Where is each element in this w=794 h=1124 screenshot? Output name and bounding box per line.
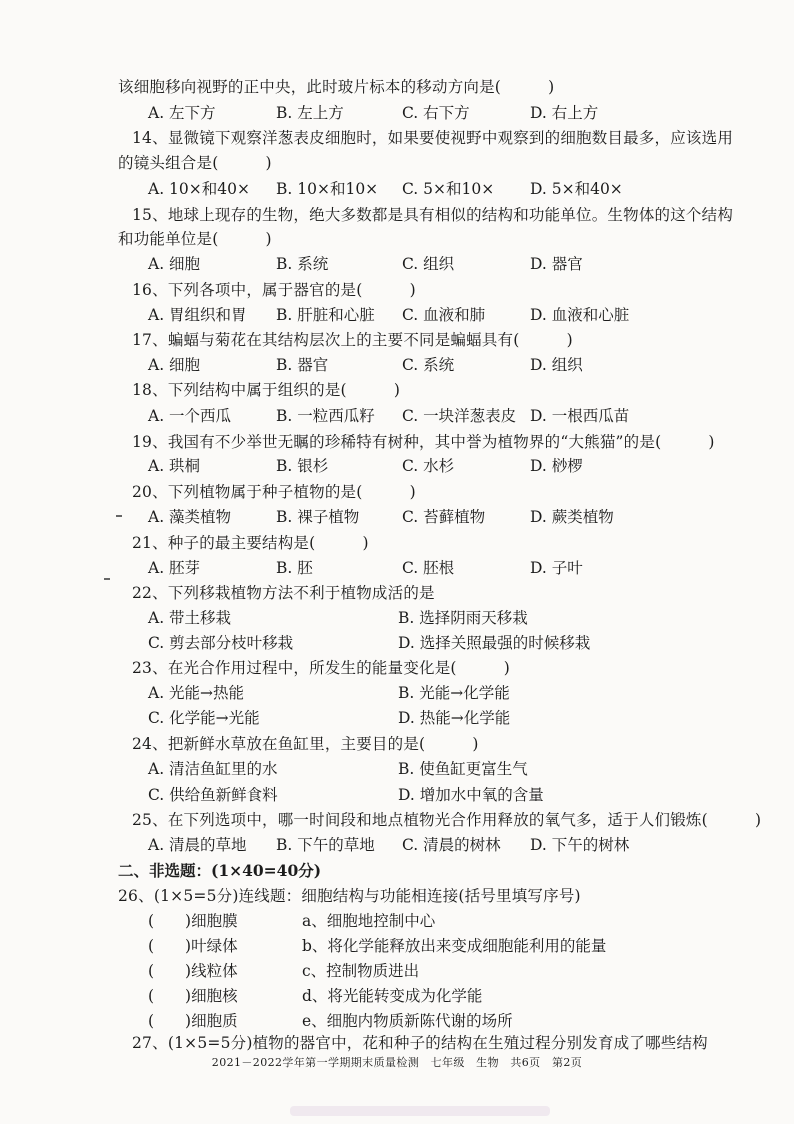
q27-stem-text: 27、(1×5=5分)植物的器官中，花和种子的结构在生殖过程分别发育成了哪些结构: [132, 1034, 708, 1052]
q14-option-b: B. 10×和10×: [276, 180, 379, 198]
q21-option-a: A. 胚芽: [148, 559, 201, 577]
q21-stem-text: 21、种子的最主要结构是( ): [132, 534, 369, 552]
q19-stem: [0, 429, 794, 455]
section2-heading: [0, 858, 794, 884]
q26-right-c: c、控制物质进出: [302, 962, 420, 980]
q15-option-d: D. 器官: [530, 255, 583, 273]
q26-pair-3: [0, 958, 794, 984]
q20-option-b: B. 裸子植物: [276, 508, 360, 526]
q25-stem-text: 25、在下列选项中，哪一时间段和地点植物光合作用释放的氧气多，适于人们锻炼( ): [132, 811, 762, 829]
q13-option-a: A. 左下方: [148, 104, 216, 122]
q21-stem: [0, 530, 794, 556]
q15-option-c: C. 组织: [402, 255, 455, 273]
q16-option-c: C. 血液和肺: [402, 306, 486, 324]
q17-option-a: A. 细胞: [148, 356, 201, 374]
q21-options: [0, 555, 794, 581]
scan-speck: [116, 515, 122, 517]
q26-stem-text: 26、(1×5=5分)连线题：细胞结构与功能相连接(括号里填写序号): [118, 887, 581, 905]
q25-option-b: B. 下午的草地: [276, 836, 375, 854]
q24-option-a: A. 清洁鱼缸里的水: [148, 760, 278, 778]
q19-option-b: B. 银杉: [276, 457, 329, 475]
q25-option-a: A. 清晨的草地: [148, 836, 247, 854]
q23-stem: [0, 655, 794, 681]
q20-stem: [0, 479, 794, 505]
q25-stem: [0, 807, 794, 833]
q23-option-d: D. 热能→化学能: [398, 709, 511, 727]
q26-left-3: ( )线粒体: [148, 962, 238, 980]
q17-option-b: B. 器官: [276, 356, 329, 374]
q16-option-d: D. 血液和心脏: [530, 306, 630, 324]
q23-stem-text: 23、在光合作用过程中，所发生的能量变化是( ): [132, 659, 511, 677]
q13-option-c: C. 右下方: [402, 104, 470, 122]
q14-stem-line1: 14、显微镜下观察洋葱表皮细胞时，如果要使视野中观察到的细胞数目最多，应该选用: [132, 129, 734, 147]
q26-left-1: ( )细胞膜: [148, 912, 238, 930]
q23-option-c: C. 化学能→光能: [148, 709, 260, 727]
q22-stem: [0, 580, 794, 606]
page-footer: 2021－2022学年第一学期期末质量检测 七年级 生物 共6页 第2页: [211, 1056, 583, 1069]
q13-option-b: B. 左上方: [276, 104, 344, 122]
q23-options-row1: [0, 680, 794, 706]
q24-option-b: B. 使鱼缸更富生气: [398, 760, 528, 778]
q24-option-c: C. 供给鱼新鲜食料: [148, 786, 278, 804]
q15-options: [0, 251, 794, 277]
q20-option-c: C. 苔藓植物: [402, 508, 486, 526]
q21-option-c: C. 胚根: [402, 559, 455, 577]
q25-options: [0, 832, 794, 858]
q15-stem-line1: 15、地球上现存的生物，绝大多数都是具有相似的结构和功能单位。生物体的这个结构: [132, 206, 734, 224]
q15-option-b: B. 系统: [276, 255, 329, 273]
q22-stem-text: 22、下列移栽植物方法不利于植物成活的是: [132, 584, 435, 602]
q24-stem: [0, 731, 794, 757]
q20-stem-text: 20、下列植物属于种子植物的是( ): [132, 483, 416, 501]
q22-option-c: C. 剪去部分枝叶移栽: [148, 634, 294, 652]
q17-options: [0, 352, 794, 378]
q19-options: [0, 453, 794, 479]
q20-option-d: D. 蕨类植物: [530, 508, 614, 526]
q18-stem: [0, 377, 794, 403]
q22-option-d: D. 选择关照最强的时候移栽: [398, 634, 591, 652]
q14-options: [0, 176, 794, 202]
q20-options: [0, 504, 794, 530]
q22-options-row1: [0, 605, 794, 631]
q14-stem-2: [0, 150, 794, 176]
q24-option-d: D. 增加水中氧的含量: [398, 786, 544, 804]
q26-left-4: ( )细胞核: [148, 987, 238, 1005]
q22-option-a: A. 带土移栽: [148, 609, 232, 627]
q18-option-c: C. 一块洋葱表皮: [402, 407, 517, 425]
q17-option-d: D. 组织: [530, 356, 583, 374]
q15-stem-line2: 和功能单位是( ): [118, 230, 272, 248]
q19-option-a: A. 珙桐: [148, 457, 201, 475]
q24-options-row1: [0, 756, 794, 782]
q17-option-c: C. 系统: [402, 356, 455, 374]
q16-option-a: A. 胃组织和胃: [148, 306, 247, 324]
q23-option-a: A. 光能→热能: [148, 684, 245, 702]
q23-option-b: B. 光能→化学能: [398, 684, 510, 702]
q26-pair-2: [0, 933, 794, 959]
q16-stem-text: 16、下列各项中，属于器官的是( ): [132, 281, 416, 299]
q16-options: [0, 302, 794, 328]
q20-option-a: A. 藻类植物: [148, 508, 232, 526]
q19-stem-text: 19、我国有不少举世无瞩的珍稀特有树种，其中誉为植物界的“大熊猫”的是( ): [132, 433, 715, 451]
q19-option-d: D. 桫椤: [530, 457, 583, 475]
q13-stem-text: 该细胞移向视野的正中央，此时玻片标本的移动方向是( ): [118, 78, 555, 96]
q15-stem-1: [0, 202, 794, 228]
q25-option-c: C. 清晨的树林: [402, 836, 501, 854]
q26-left-2: ( )叶绿体: [148, 937, 238, 955]
q16-option-b: B. 肝脏和心脏: [276, 306, 375, 324]
q26-pair-4: [0, 983, 794, 1009]
q26-right-a: a、细胞地控制中心: [302, 912, 436, 930]
q18-option-b: B. 一粒西瓜籽: [276, 407, 375, 425]
q18-options: [0, 403, 794, 429]
q26-pair-1: [0, 908, 794, 934]
q13-stem: [0, 74, 794, 100]
q15-stem-2: [0, 226, 794, 252]
q23-options-row2: [0, 705, 794, 731]
q14-option-a: A. 10×和40×: [148, 180, 250, 198]
q21-option-b: B. 胚: [276, 559, 313, 577]
q18-option-d: D. 一根西瓜苗: [530, 407, 630, 425]
q22-option-b: B. 选择阴雨天移栽: [398, 609, 528, 627]
q18-stem-text: 18、下列结构中属于组织的是( ): [132, 381, 401, 399]
q26-right-e: e、细胞内物质新陈代谢的场所: [302, 1012, 513, 1030]
scan-smudge: [290, 1106, 550, 1116]
q24-options-row2: [0, 782, 794, 808]
q17-stem-text: 17、蝙蝠与菊花在其结构层次上的主要不同是蝙蝠具有( ): [132, 331, 573, 349]
q22-options-row2: [0, 630, 794, 656]
q16-stem: [0, 277, 794, 303]
q14-option-d: D. 5×和40×: [530, 180, 623, 198]
q26-right-d: d、将光能转变成为化学能: [302, 987, 483, 1005]
q18-option-a: A. 一个西瓜: [148, 407, 232, 425]
q13-options: [0, 100, 794, 126]
q14-stem-1: [0, 125, 794, 151]
q26-stem: [0, 883, 794, 909]
q15-option-a: A. 细胞: [148, 255, 201, 273]
q25-option-d: D. 下午的树林: [530, 836, 630, 854]
q14-option-c: C. 5×和10×: [402, 180, 495, 198]
section2-title: 二、非选题：(1×40=40分): [118, 861, 322, 880]
q26-right-b: b、将化学能释放出来变成细胞能利用的能量: [302, 937, 607, 955]
scan-speck: [104, 578, 110, 580]
q17-stem: [0, 327, 794, 353]
q14-stem-line2: 的镜头组合是( ): [118, 154, 272, 172]
q26-left-5: ( )细胞质: [148, 1012, 238, 1030]
q21-option-d: D. 子叶: [530, 559, 583, 577]
q13-option-d: D. 右上方: [530, 104, 599, 122]
q24-stem-text: 24、把新鲜水草放在鱼缸里，主要目的是( ): [132, 735, 479, 753]
q19-option-c: C. 水杉: [402, 457, 455, 475]
